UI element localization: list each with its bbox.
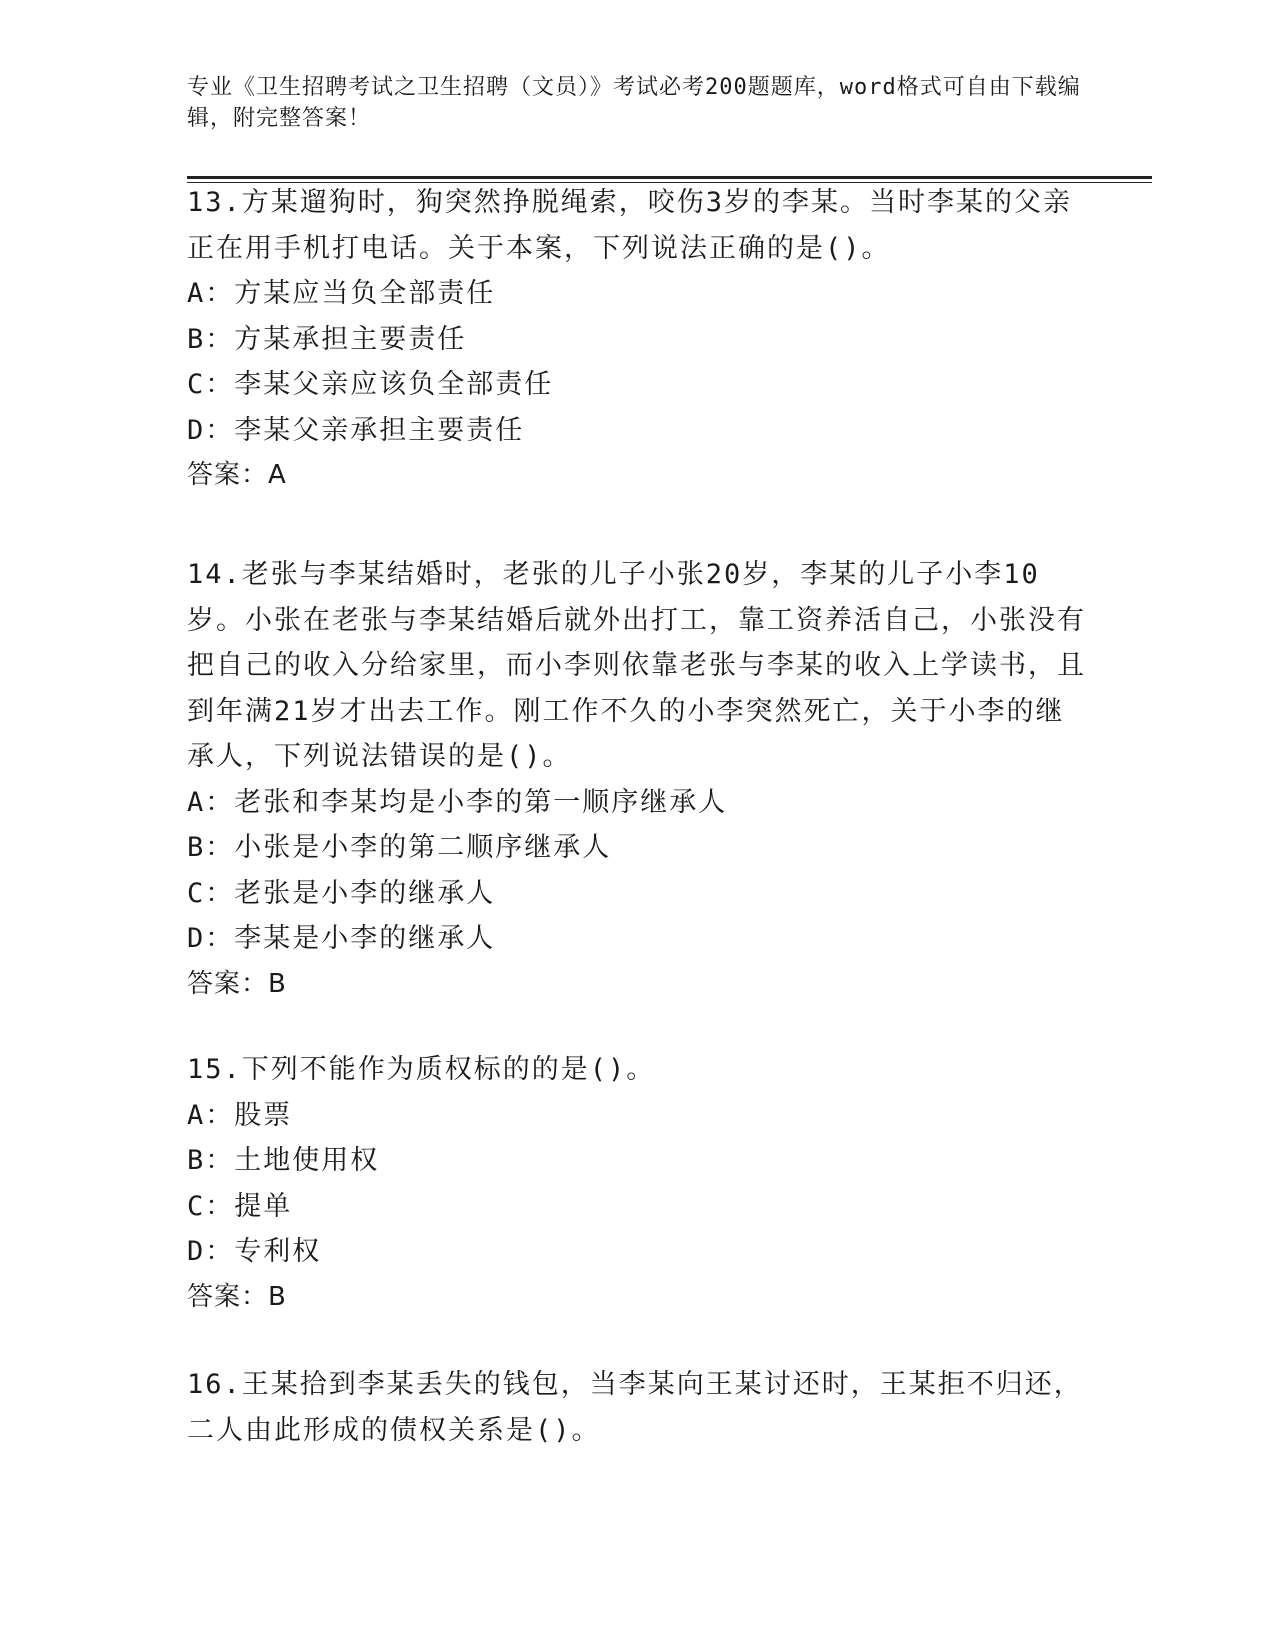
question-stem: 14.老张与李某结婚时，老张的儿子小张20岁，李某的儿子小李10岁。小张在老张与李某结婚后就外出打工，靠工资养活自己，小张没有把自己的收入分给家里，而小李则依靠老张与李某的收入上学读书，且到年满21岁才出去工作。刚工作不久的小李突然死亡，关于小李的继承人，下列说法错误的是()。 [187, 559, 1086, 772]
document-header: 专业《卫生招聘考试之卫生招聘（文员）》考试必考200题题库，word格式可自由下载编辑，附完整答案！ [187, 75, 1081, 131]
option-d: D：专利权 [187, 1236, 322, 1267]
option-d: D：李某父亲承担主要责任 [187, 414, 525, 446]
option-a: A：老张和李某均是小李的第一顺序继承人 [187, 786, 728, 818]
option-b: B：土地使用权 [187, 1145, 380, 1176]
answer: 答案：A [187, 460, 287, 490]
option-a: A：方某应当负全部责任 [187, 278, 496, 309]
question-stem: 15.下列不能作为质权标的的是()。 [187, 1054, 656, 1085]
option-b: B：小张是小李的第二顺序继承人 [187, 832, 612, 863]
option-c: C：李某父亲应该负全部责任 [187, 369, 554, 400]
question-15 [187, 1047, 1087, 1320]
answer: 答案：B [187, 1281, 287, 1312]
option-c: C：提单 [187, 1190, 293, 1222]
option-a: A：股票 [187, 1099, 293, 1131]
answer: 答案：B [187, 968, 287, 999]
question-stem: 13.方某遛狗时，狗突然挣脱绳索，咬伤3岁的李某。当时李某的父亲正在用手机打电话。关于本案，下列说法正确的是()。 [187, 187, 1073, 264]
question-14 [187, 552, 1087, 1007]
option-b: B：方某承担主要责任 [187, 323, 467, 355]
question-13 [187, 180, 1087, 499]
question-stem: 16.王某拾到李某丢失的钱包，当李某向王某讨还时，王某拒不归还，二人由此形成的债权关系是()。 [187, 1369, 1083, 1446]
option-c: C：老张是小李的继承人 [187, 877, 496, 909]
option-d: D：李某是小李的继承人 [187, 923, 496, 954]
question-16 [187, 1362, 1087, 1453]
header-divider-thick [187, 176, 1152, 179]
